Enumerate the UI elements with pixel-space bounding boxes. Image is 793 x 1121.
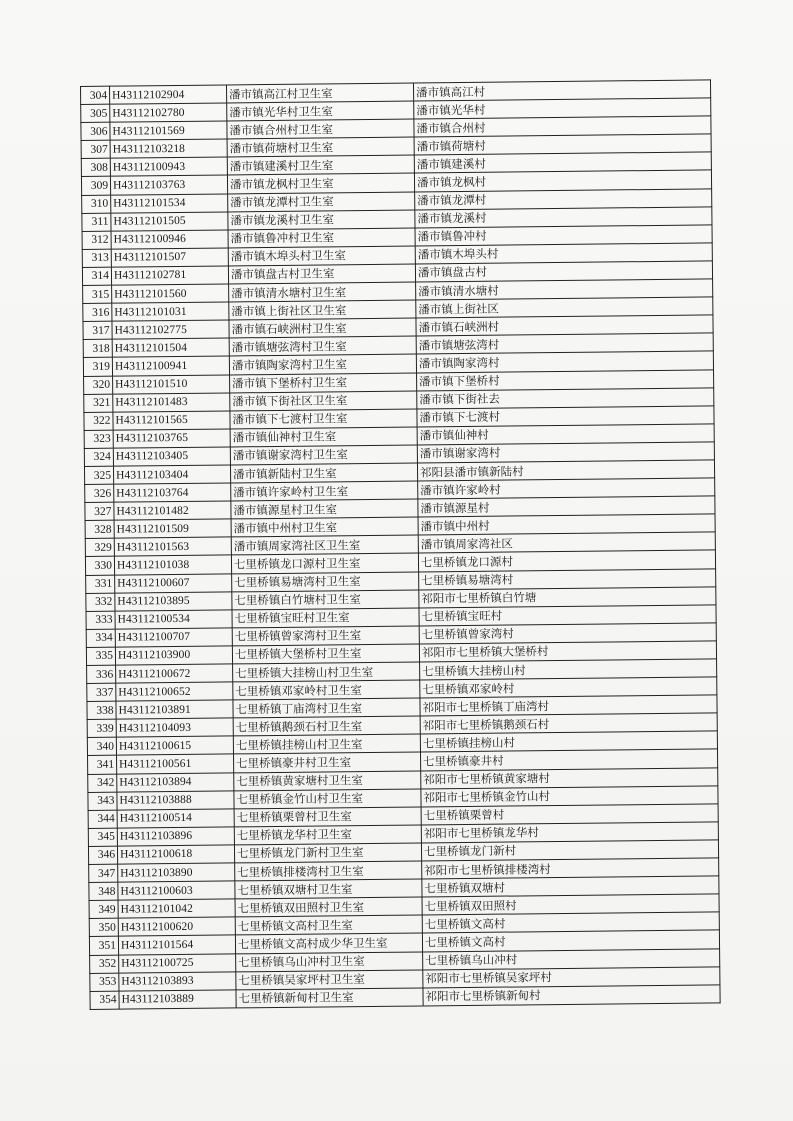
row-number-cell: 316 <box>83 303 112 321</box>
clinic-address-cell: 祁阳县潘市镇新陆村 <box>417 460 714 481</box>
clinic-address-cell: 祁阳市七里桥镇龙华村 <box>421 822 718 843</box>
clinic-address-cell: 潘市镇周家湾社区 <box>418 532 715 553</box>
clinic-name-cell: 七里桥镇新甸村卫生室 <box>236 988 423 1008</box>
institution-code-cell: H43112102904 <box>110 85 227 104</box>
institution-code-cell: H43112103404 <box>113 465 230 484</box>
institution-code-cell: H43112101564 <box>118 935 235 954</box>
row-number-cell: 344 <box>88 810 117 828</box>
institution-code-cell: H43112100615 <box>116 736 233 755</box>
clinic-name-cell: 七里桥镇乌山冲村卫生室 <box>236 951 423 971</box>
clinic-address-cell: 七里桥镇双塘村 <box>422 876 719 897</box>
institution-code-cell: H43112100603 <box>118 881 235 900</box>
row-number-cell: 335 <box>86 647 115 665</box>
clinic-name-cell: 潘市镇合州村卫生室 <box>227 119 414 139</box>
clinic-address-cell: 潘市镇许家岭村 <box>418 478 715 499</box>
clinic-name-cell: 潘市镇龙溪村卫生室 <box>228 210 415 230</box>
clinic-address-cell: 潘市镇鲁冲村 <box>415 225 712 246</box>
institution-code-cell: H43112101482 <box>114 501 231 520</box>
clinic-address-cell: 潘市镇清水塘村 <box>416 279 713 300</box>
institution-code-cell: H43112100943 <box>110 157 227 176</box>
clinic-address-cell: 潘市镇荷塘村 <box>414 134 711 155</box>
institution-code-cell: H43112100941 <box>112 356 229 375</box>
row-number-cell: 339 <box>87 719 116 737</box>
clinic-address-cell: 潘市镇仙神村 <box>417 424 714 445</box>
row-number-cell: 350 <box>89 918 118 936</box>
row-number-cell: 349 <box>89 900 118 918</box>
clinic-name-cell: 七里桥镇双田照村卫生室 <box>235 897 422 917</box>
row-number-cell: 334 <box>86 629 115 647</box>
clinic-name-cell: 七里桥镇文高村成少华卫生室 <box>235 933 422 953</box>
clinic-name-cell: 七里桥镇双塘村卫生室 <box>235 879 422 899</box>
clinic-address-cell: 潘市镇塘弦湾村 <box>416 333 713 354</box>
clinic-name-cell: 潘市镇石峡洲村卫生室 <box>229 318 416 338</box>
row-number-cell: 331 <box>86 575 115 593</box>
row-number-cell: 321 <box>84 394 113 412</box>
clinic-address-cell: 祁阳市七里桥镇大堡桥村 <box>419 641 716 662</box>
institution-code-cell: H43112100946 <box>111 230 228 249</box>
clinic-name-cell: 潘市镇荷塘村卫生室 <box>227 137 414 157</box>
clinic-address-cell: 潘市镇龙枫村 <box>414 170 711 191</box>
clinic-address-cell: 七里桥镇文高村 <box>422 912 719 933</box>
institution-code-cell: H43112103889 <box>119 990 236 1009</box>
clinic-name-cell: 潘市镇下七渡村卫生室 <box>230 409 417 429</box>
institution-code-cell: H43112101042 <box>118 899 235 918</box>
institution-code-cell: H43112101504 <box>112 338 229 357</box>
clinic-address-cell: 七里桥镇栗曾村 <box>421 804 718 825</box>
institution-code-cell: H43112101483 <box>113 393 230 412</box>
institution-code-cell: H43112103763 <box>110 175 227 194</box>
clinic-address-cell: 七里桥镇乌山冲村 <box>423 948 720 969</box>
institution-code-cell: H43112100618 <box>117 845 234 864</box>
row-number-cell: 326 <box>85 484 114 502</box>
row-number-cell: 318 <box>83 339 112 357</box>
row-number-cell: 304 <box>81 86 110 104</box>
clinic-address-cell: 潘市镇高江村 <box>413 80 710 101</box>
clinic-address-cell: 潘市镇盘古村 <box>415 261 712 282</box>
institution-code-cell: H43112103888 <box>117 791 234 810</box>
row-number-cell: 352 <box>90 955 119 973</box>
row-number-cell: 338 <box>87 701 116 719</box>
clinic-address-cell: 七里桥镇曾家湾村 <box>419 623 716 644</box>
institution-code-cell: H43112102775 <box>112 320 229 339</box>
clinic-name-cell: 潘市镇周家湾社区卫生室 <box>231 535 418 555</box>
clinic-address-cell: 祁阳市七里桥镇吴家坪村 <box>423 966 720 987</box>
clinic-name-cell: 潘市镇盘古村卫生室 <box>228 264 415 284</box>
clinic-address-cell: 潘市镇下堡桥村 <box>417 369 714 390</box>
clinic-address-cell: 潘市镇龙溪村 <box>415 207 712 228</box>
institution-code-cell: H43112100561 <box>117 754 234 773</box>
clinic-name-cell: 七里桥镇大挂榜山村卫生室 <box>233 662 420 682</box>
institution-code-cell: H43112100725 <box>119 953 236 972</box>
clinic-name-cell: 七里桥镇龙门新村卫生室 <box>234 843 421 863</box>
row-number-cell: 320 <box>84 376 113 394</box>
clinic-name-cell: 潘市镇陶家湾村卫生室 <box>229 354 416 374</box>
clinic-name-cell: 潘市镇下街社区卫生室 <box>230 391 417 411</box>
institution-code-cell: H43112101560 <box>112 284 229 303</box>
institution-code-cell: H43112101505 <box>111 212 228 231</box>
clinic-name-cell: 七里桥镇大堡桥村卫生室 <box>232 644 419 664</box>
clinic-address-cell: 七里桥镇龙口源村 <box>418 550 715 571</box>
clinic-address-cell: 潘市镇源星村 <box>418 496 715 517</box>
clinic-address-cell: 潘市镇下七渡村 <box>417 406 714 427</box>
clinic-address-cell: 七里桥镇龙门新村 <box>421 840 718 861</box>
clinic-address-cell: 七里桥镇易塘湾村 <box>419 568 716 589</box>
row-number-cell: 313 <box>82 249 111 267</box>
clinic-name-cell: 潘市镇下堡桥村卫生室 <box>230 372 417 392</box>
clinic-address-cell: 七里桥镇豪井村 <box>420 749 717 770</box>
clinic-address-cell: 祁阳市七里桥镇新甸村 <box>423 985 720 1006</box>
institution-code-cell: H43112103894 <box>117 772 234 791</box>
clinic-address-cell: 祁阳市七里桥镇黄家塘村 <box>421 767 718 788</box>
clinic-registry-table <box>80 79 721 1009</box>
row-number-cell: 309 <box>81 177 110 195</box>
institution-code-cell: H43112103893 <box>119 972 236 991</box>
row-number-cell: 354 <box>90 991 119 1009</box>
institution-code-cell: H43112100620 <box>118 917 235 936</box>
institution-code-cell: H43112102780 <box>110 103 227 122</box>
institution-code-cell: H43112103896 <box>117 827 234 846</box>
clinic-address-cell: 潘市镇木埠头村 <box>415 243 712 264</box>
clinic-address-cell: 潘市镇石峡洲村 <box>416 315 713 336</box>
clinic-address-cell: 潘市镇龙潭村 <box>415 188 712 209</box>
clinic-address-cell: 潘市镇谢家湾村 <box>417 442 714 463</box>
clinic-name-cell: 七里桥镇豪井村卫生室 <box>234 752 421 772</box>
clinic-name-cell: 七里桥镇黄家塘村卫生室 <box>234 771 421 791</box>
clinic-name-cell: 潘市镇仙神村卫生室 <box>230 427 417 447</box>
clinic-address-cell: 潘市镇建溪村 <box>414 152 711 173</box>
clinic-name-cell: 潘市镇光华村卫生室 <box>227 101 414 121</box>
clinic-address-cell: 七里桥镇双田照村 <box>422 894 719 915</box>
clinic-name-cell: 潘市镇许家岭村卫生室 <box>231 481 418 501</box>
clinic-name-cell: 七里桥镇文高村卫生室 <box>235 915 422 935</box>
row-number-cell: 310 <box>82 195 111 213</box>
row-number-cell: 307 <box>81 140 110 158</box>
clinic-name-cell: 潘市镇上街社区卫生室 <box>229 300 416 320</box>
row-number-cell: 305 <box>81 104 110 122</box>
row-number-cell: 343 <box>88 792 117 810</box>
clinic-address-cell: 潘市镇下街社去 <box>417 387 714 408</box>
row-number-cell: 347 <box>89 864 118 882</box>
institution-code-cell: H43112101031 <box>112 302 229 321</box>
institution-code-cell: H43112100707 <box>115 628 232 647</box>
clinic-address-cell: 潘市镇陶家湾村 <box>416 351 713 372</box>
clinic-address-cell: 祁阳市七里桥镇金竹山村 <box>421 786 718 807</box>
registry-table-body <box>81 80 721 1009</box>
row-number-cell: 317 <box>83 321 112 339</box>
row-number-cell: 324 <box>84 448 113 466</box>
clinic-name-cell: 七里桥镇龙华村卫生室 <box>234 825 421 845</box>
row-number-cell: 325 <box>84 466 113 484</box>
row-number-cell: 319 <box>83 358 112 376</box>
clinic-address-cell: 祁阳市七里桥镇排楼湾村 <box>422 858 719 879</box>
row-number-cell: 342 <box>88 774 117 792</box>
clinic-name-cell: 七里桥镇曾家湾村卫生室 <box>232 626 419 646</box>
clinic-address-cell: 七里桥镇宝旺村 <box>419 605 716 626</box>
institution-code-cell: H43112102781 <box>111 266 228 285</box>
institution-code-cell: H43112103405 <box>113 447 230 466</box>
institution-code-cell: H43112103891 <box>116 700 233 719</box>
clinic-name-cell: 潘市镇清水塘村卫生室 <box>229 282 416 302</box>
row-number-cell: 348 <box>89 882 118 900</box>
institution-code-cell: H43112101507 <box>111 248 228 267</box>
clinic-address-cell: 潘市镇光华村 <box>414 98 711 119</box>
clinic-name-cell: 七里桥镇邓家岭村卫生室 <box>233 680 420 700</box>
row-number-cell: 333 <box>86 611 115 629</box>
clinic-name-cell: 七里桥镇丁庙湾村卫生室 <box>233 698 420 718</box>
row-number-cell: 353 <box>90 973 119 991</box>
clinic-name-cell: 七里桥镇易塘湾村卫生室 <box>232 572 419 592</box>
clinic-name-cell: 潘市镇谢家湾村卫生室 <box>230 445 417 465</box>
row-number-cell: 346 <box>88 846 117 864</box>
clinic-name-cell: 七里桥镇吴家坪村卫生室 <box>236 970 423 990</box>
clinic-address-cell: 潘市镇中州村 <box>418 514 715 535</box>
row-number-cell: 341 <box>88 756 117 774</box>
clinic-name-cell: 七里桥镇龙口源村卫生室 <box>231 553 418 573</box>
row-number-cell: 332 <box>86 593 115 611</box>
clinic-name-cell: 潘市镇塘弦湾村卫生室 <box>229 336 416 356</box>
institution-code-cell: H43112103895 <box>115 592 232 611</box>
clinic-address-cell: 潘市镇合州村 <box>414 116 711 137</box>
clinic-address-cell: 祁阳市七里桥镇白竹塘 <box>419 586 716 607</box>
clinic-name-cell: 潘市镇高江村卫生室 <box>226 83 413 103</box>
clinic-address-cell: 祁阳市七里桥镇鹅颈石村 <box>420 713 717 734</box>
clinic-name-cell: 潘市镇龙潭村卫生室 <box>228 192 415 212</box>
institution-code-cell: H43112101569 <box>110 121 227 140</box>
row-number-cell: 323 <box>84 430 113 448</box>
institution-code-cell: H43112100514 <box>117 809 234 828</box>
institution-code-cell: H43112101563 <box>114 537 231 556</box>
row-number-cell: 314 <box>82 267 111 285</box>
row-number-cell: 336 <box>87 665 116 683</box>
row-number-cell: 312 <box>82 231 111 249</box>
row-number-cell: 329 <box>85 539 114 557</box>
clinic-address-cell: 七里桥镇邓家岭村 <box>420 677 717 698</box>
clinic-address-cell: 七里桥镇大挂榜山村 <box>420 659 717 680</box>
clinic-name-cell: 七里桥镇宝旺村卫生室 <box>232 608 419 628</box>
clinic-address-cell: 祁阳市七里桥镇丁庙湾村 <box>420 695 717 716</box>
row-number-cell: 311 <box>82 213 111 231</box>
clinic-name-cell: 七里桥镇金竹山村卫生室 <box>234 789 421 809</box>
institution-code-cell: H43112103890 <box>118 863 235 882</box>
clinic-name-cell: 潘市镇新陆村卫生室 <box>230 463 417 483</box>
institution-code-cell: H43112101038 <box>114 555 231 574</box>
institution-code-cell: H43112103900 <box>115 646 232 665</box>
institution-code-cell: H43112101534 <box>111 194 228 213</box>
row-number-cell: 330 <box>85 557 114 575</box>
row-number-cell: 337 <box>87 683 116 701</box>
clinic-name-cell: 潘市镇鲁冲村卫生室 <box>228 228 415 248</box>
institution-code-cell: H43112100652 <box>116 682 233 701</box>
clinic-name-cell: 七里桥镇挂榜山村卫生室 <box>233 734 420 754</box>
clinic-name-cell: 潘市镇建溪村卫生室 <box>227 155 414 175</box>
institution-code-cell: H43112100672 <box>116 664 233 683</box>
clinic-name-cell: 潘市镇源星村卫生室 <box>231 499 418 519</box>
row-number-cell: 327 <box>85 502 114 520</box>
clinic-name-cell: 七里桥镇白竹塘村卫生室 <box>232 590 419 610</box>
row-number-cell: 322 <box>84 412 113 430</box>
clinic-name-cell: 潘市镇中州村卫生室 <box>231 517 418 537</box>
institution-code-cell: H43112103218 <box>110 139 227 158</box>
institution-code-cell: H43112103764 <box>114 483 231 502</box>
row-number-cell: 351 <box>89 937 118 955</box>
institution-code-cell: H43112100607 <box>115 573 232 592</box>
institution-code-cell: H43112101509 <box>114 519 231 538</box>
institution-code-cell: H43112103765 <box>113 429 230 448</box>
clinic-name-cell: 潘市镇龙枫村卫生室 <box>227 173 414 193</box>
institution-code-cell: H43112104093 <box>116 718 233 737</box>
institution-code-cell: H43112100534 <box>115 610 232 629</box>
row-number-cell: 345 <box>88 828 117 846</box>
row-number-cell: 340 <box>87 738 116 756</box>
row-number-cell: 308 <box>81 159 110 177</box>
clinic-name-cell: 七里桥镇鹅颈石村卫生室 <box>233 716 420 736</box>
institution-code-cell: H43112101510 <box>113 374 230 393</box>
clinic-address-cell: 潘市镇上街社区 <box>416 297 713 318</box>
row-number-cell: 306 <box>81 122 110 140</box>
clinic-name-cell: 七里桥镇排楼湾村卫生室 <box>235 861 422 881</box>
row-number-cell: 328 <box>85 520 114 538</box>
clinic-address-cell: 七里桥镇挂榜山村 <box>420 731 717 752</box>
clinic-address-cell: 七里桥镇文高村 <box>422 930 719 951</box>
row-number-cell: 315 <box>83 285 112 303</box>
clinic-name-cell: 潘市镇木埠头村卫生室 <box>228 246 415 266</box>
clinic-name-cell: 七里桥镇栗曾村卫生室 <box>234 807 421 827</box>
institution-code-cell: H43112101565 <box>113 411 230 430</box>
